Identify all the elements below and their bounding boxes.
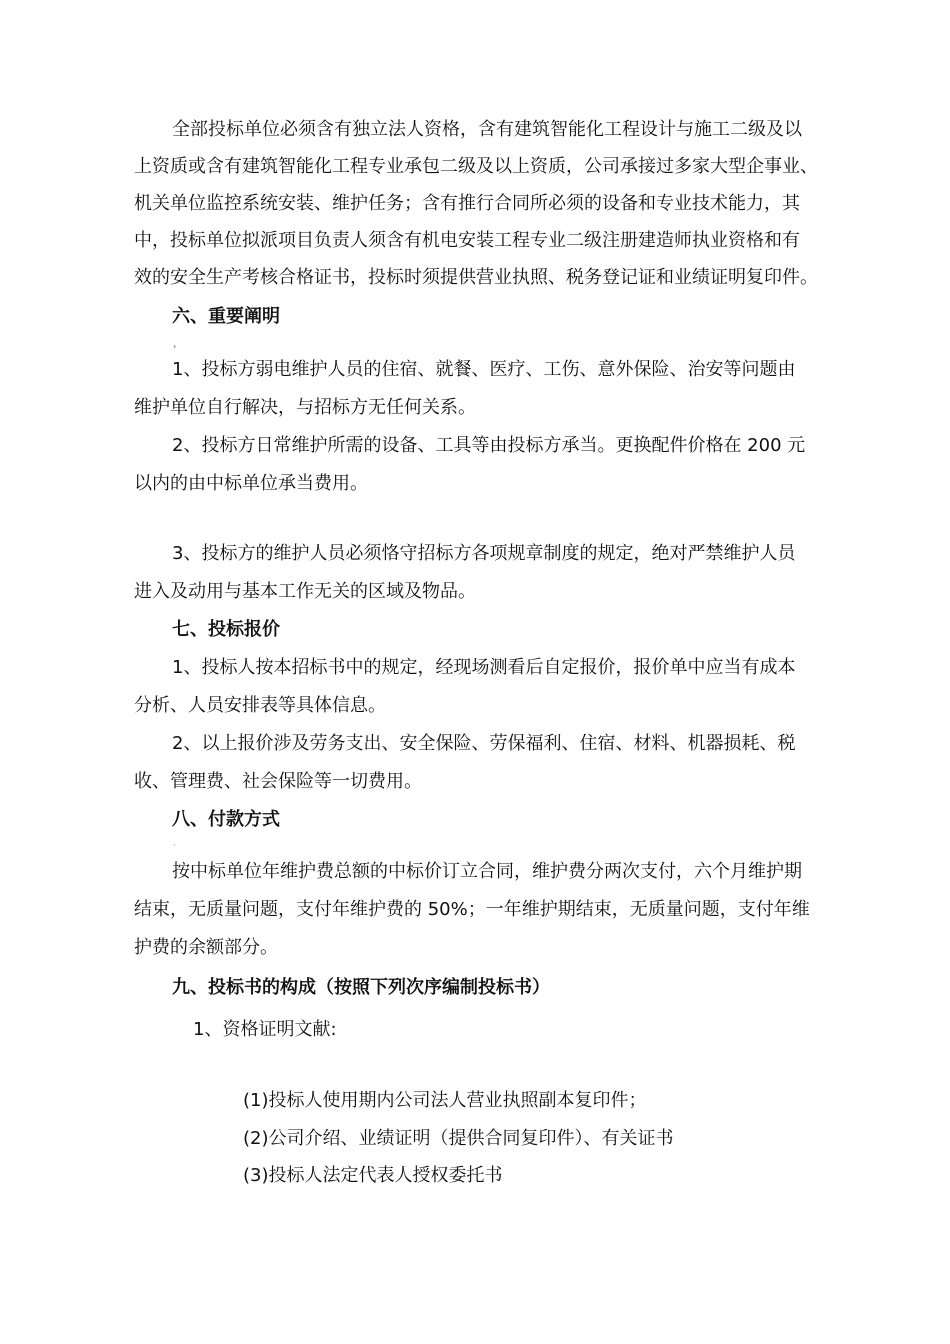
item-line: 以内的由中标单位承当费用。 xyxy=(134,473,368,494)
paragraph-line: 结束，无质量问题，支付年维护费的 50%；一年维护期结束，无质量问题，支付年维 xyxy=(134,899,810,920)
paragraph-line: 上资质或含有建筑智能化工程专业承包二级及以上资质，公司承接过多家大型企事业、 xyxy=(134,156,818,177)
item-line: 维护单位自行解决，与招标方无任何关系。 xyxy=(134,397,476,418)
stray-mark: · xyxy=(173,841,176,850)
item-line: 进入及动用与基本工作无关的区域及物品。 xyxy=(134,581,476,602)
paragraph-line: 全部投标单位必须含有独立法人资格，含有建筑智能化工程设计与施工二级及以 xyxy=(172,119,802,140)
item-line: 2、投标方日常维护所需的设备、工具等由投标方承当。更换配件价格在 200 元 xyxy=(172,435,806,456)
paragraph-line: 机关单位监控系统安装、维护任务；含有推行合同所必须的设备和专业技术能力，其 xyxy=(134,193,800,214)
section-heading-9: 九、投标书的构成（按照下列次序编制投标书） xyxy=(172,977,550,998)
paragraph-line: 效的安全生产考核合格证书，投标时须提供营业执照、税务登记证和业绩证明复印件。 xyxy=(134,267,818,288)
paragraph-line: 中，投标单位拟派项目负责人须含有机电安装工程专业二级注册建造师执业资格和有 xyxy=(134,230,800,251)
item-line: 分析、人员安排表等具体信息。 xyxy=(134,695,386,716)
subheading: 1、资格证明文献: xyxy=(193,1019,337,1040)
item-line: 3、投标方的维护人员必须恪守招标方各项规章制度的规定，绝对严禁维护人员 xyxy=(172,543,796,564)
item-line: 收、管理费、社会保险等一切费用。 xyxy=(134,771,422,792)
section-heading-6: 六、重要阐明 xyxy=(172,306,280,327)
item-line: 1、投标方弱电维护人员的住宿、就餐、医疗、工伤、意外保险、治安等问题由 xyxy=(172,359,796,380)
list-item: (3)投标人法定代表人授权委托书 xyxy=(243,1165,503,1186)
list-item: (1)投标人使用期内公司法人营业执照副本复印件； xyxy=(243,1090,647,1111)
item-line: 2、以上报价涉及劳务支出、安全保险、劳保福利、住宿、材料、机器损耗、税 xyxy=(172,733,796,754)
list-item: (2)公司介绍、业绩证明（提供合同复印件）、有关证书 xyxy=(243,1128,674,1149)
item-line: 1、投标人按本招标书中的规定，经现场测看后自定报价，报价单中应当有成本 xyxy=(172,657,796,678)
section-heading-7: 七、投标报价 xyxy=(172,619,280,640)
stray-mark: › xyxy=(173,342,177,351)
section-heading-8: 八、付款方式 xyxy=(172,809,280,830)
paragraph-line: 护费的余额部分。 xyxy=(134,937,278,958)
paragraph-line: 按中标单位年维护费总额的中标价订立合同，维护费分两次支付，六个月维护期 xyxy=(172,861,802,882)
